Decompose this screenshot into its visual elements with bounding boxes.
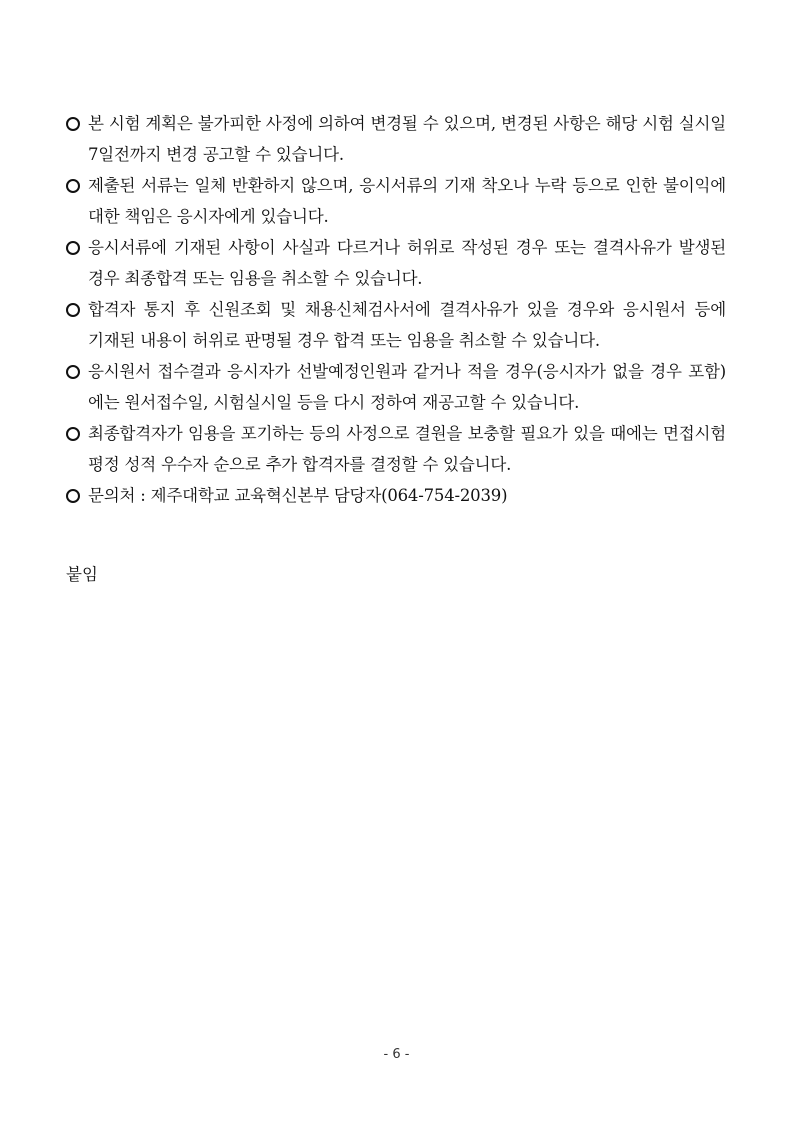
notice-item bbox=[66, 356, 726, 418]
notice-item bbox=[66, 108, 726, 170]
notice-item bbox=[66, 294, 726, 356]
circle-bullet-icon bbox=[66, 489, 80, 503]
notice-list bbox=[66, 108, 726, 511]
circle-bullet-icon bbox=[66, 303, 80, 317]
page-number: - 6 - bbox=[383, 1047, 410, 1062]
notice-text: 최종합격자가 임용을 포기하는 등의 사정으로 결원을 보충할 필요가 있을 때에는 면접시험 평정 성적 우수자 순으로 추가 합격자를 결정할 수 있습니다. bbox=[88, 424, 726, 474]
circle-bullet-icon bbox=[66, 427, 80, 441]
notice-text: 제출된 서류는 일체 반환하지 않으며, 응시서류의 기재 착오나 누락 등으로 인한 불이익에 대한 책임은 응시자에게 있습니다. bbox=[88, 176, 726, 226]
notice-item bbox=[66, 480, 726, 511]
notice-text: 응시원서 접수결과 응시자가 선발예정인원과 같거나 적을 경우(응시자가 없을 경우 포함)에는 원서접수일, 시험실시일 등을 다시 정하여 재공고할 수 있습니다. bbox=[88, 362, 726, 412]
notice-text: 합격자 통지 후 신원조회 및 채용신체검사서에 결격사유가 있을 경우와 응시원서 등에 기재된 내용이 허위로 판명될 경우 합격 또는 임용을 취소할 수 있습니다. bbox=[88, 300, 726, 350]
circle-bullet-icon bbox=[66, 365, 80, 379]
notice-item bbox=[66, 418, 726, 480]
notice-text: 본 시험 계획은 불가피한 사정에 의하여 변경될 수 있으며, 변경된 사항은 해당 시험 실시일 7일전까지 변경 공고할 수 있습니다. bbox=[88, 114, 726, 164]
contact-info-text: 문의처 : 제주대학교 교육혁신본부 담당자(064-754-2039) bbox=[88, 486, 508, 505]
notice-text: 응시서류에 기재된 사항이 사실과 다르거나 허위로 작성된 경우 또는 결격사유가 발생된 경우 최종합격 또는 임용을 취소할 수 있습니다. bbox=[88, 238, 726, 288]
notice-item bbox=[66, 232, 726, 294]
circle-bullet-icon bbox=[66, 241, 80, 255]
notice-item bbox=[66, 170, 726, 232]
attachment-label: 붙임 bbox=[66, 565, 98, 584]
circle-bullet-icon bbox=[66, 179, 80, 193]
circle-bullet-icon bbox=[66, 117, 80, 131]
